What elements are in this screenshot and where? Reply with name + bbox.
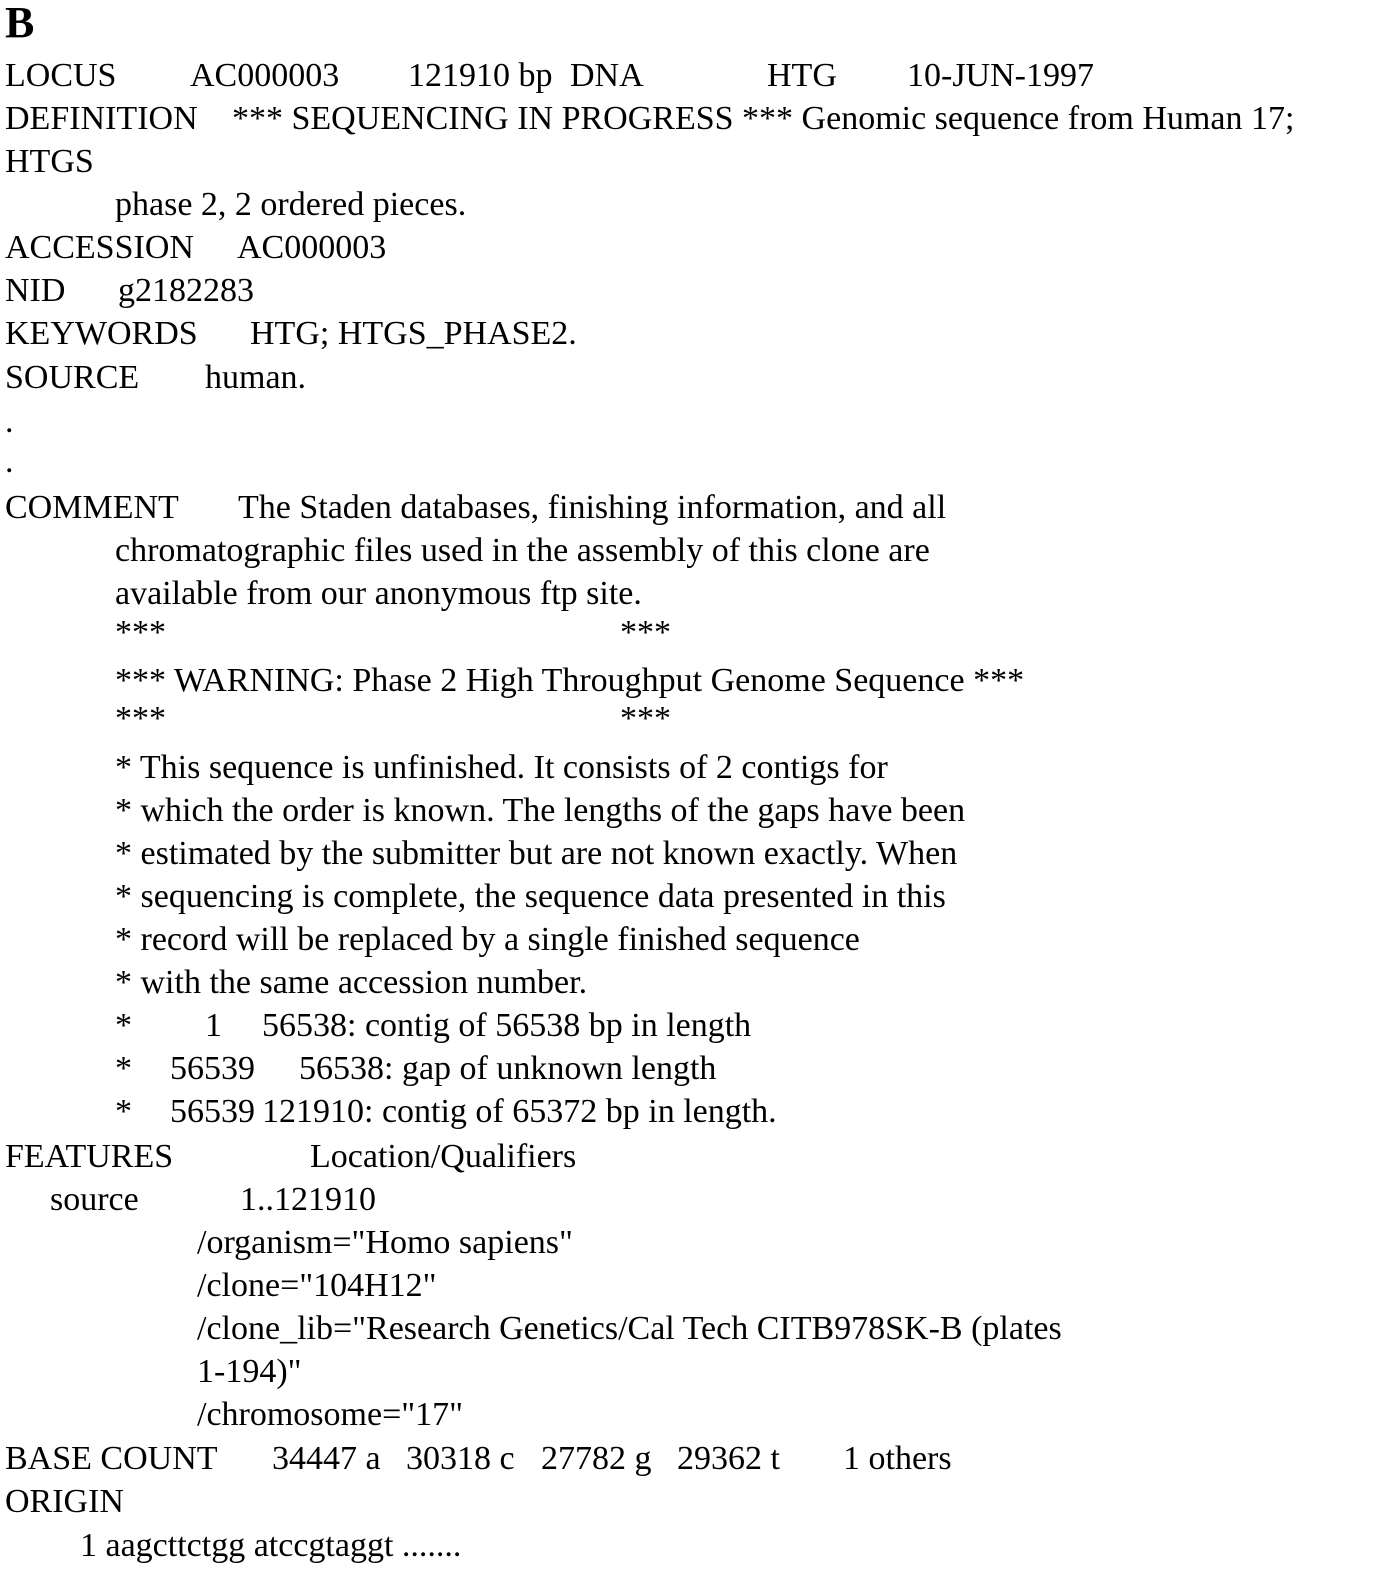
base-count-c: 30318 c — [406, 1440, 515, 1477]
locus-type: DNA — [570, 57, 644, 94]
definition-label: DEFINITION — [5, 100, 198, 137]
source-label: SOURCE — [5, 359, 140, 396]
base-count-others: 1 others — [843, 1440, 952, 1477]
origin-sequence: 1 aagcttctgg atccgtaggt ....... — [80, 1527, 462, 1564]
comment-note: * estimated by the submitter but are not known exactly. When — [115, 835, 958, 872]
features-header: Location/Qualifiers — [310, 1138, 577, 1175]
locus-division: HTG — [767, 57, 837, 94]
comment-text: The Staden databases, finishing information, and all — [238, 489, 947, 526]
keywords-label: KEYWORDS — [5, 315, 198, 352]
contig-desc: 121910: contig of 65372 bp in length. — [262, 1093, 777, 1130]
features-label: FEATURES — [5, 1138, 174, 1175]
contig-start: 1 — [205, 1007, 222, 1044]
source-value: human. — [205, 359, 307, 396]
comment-note: * which the order is known. The lengths of the gaps have been — [115, 792, 966, 829]
comment-text: chromatographic files used in the assembly of this clone are — [115, 532, 930, 569]
base-count-g: 27782 g — [541, 1440, 652, 1477]
nid-label: NID — [5, 272, 66, 309]
contig-star: * — [115, 1093, 132, 1130]
contig-line — [0, 1047, 1385, 1091]
comment-note: * record will be replaced by a single finished sequence — [115, 921, 860, 958]
feature-source-line — [0, 1178, 1385, 1222]
contig-star: * — [115, 1007, 132, 1044]
locus-name: AC000003 — [190, 57, 340, 94]
contig-star: * — [115, 1050, 132, 1087]
locus-length: 121910 bp — [408, 57, 553, 94]
accession-line — [0, 226, 1385, 270]
feature-key: source — [50, 1181, 139, 1218]
comment-warning: *** WARNING: Phase 2 High Throughput Genome Sequence *** — [115, 662, 1025, 699]
accession-label: ACCESSION — [5, 229, 194, 266]
feature-location: 1..121910 — [240, 1181, 376, 1218]
comment-line — [0, 486, 1385, 530]
accession-value: AC000003 — [237, 229, 387, 266]
ellipsis-dot: . — [5, 443, 14, 480]
locus-line — [0, 54, 1385, 98]
comment-note: * with the same accession number. — [115, 964, 588, 1001]
base-count-line — [0, 1437, 1385, 1481]
base-count-t: 29362 t — [677, 1440, 780, 1477]
keywords-line — [0, 312, 1385, 356]
contig-start: 56539 — [170, 1093, 255, 1130]
contig-start: 56539 — [170, 1050, 255, 1087]
definition-cont: HTGS — [5, 143, 94, 180]
feature-qualifier: /clone="104H12" — [197, 1267, 437, 1304]
ellipsis-dot: . — [5, 403, 14, 440]
comment-stars: *** — [620, 614, 671, 651]
locus-date: 10-JUN-1997 — [907, 57, 1094, 94]
base-count-a: 34447 a — [272, 1440, 381, 1477]
definition-cont: phase 2, 2 ordered pieces. — [115, 186, 467, 223]
feature-qualifier: /clone_lib="Research Genetics/Cal Tech CITB978SK-B (plates — [197, 1310, 1062, 1347]
features-line — [0, 1135, 1385, 1179]
comment-note: * sequencing is complete, the sequence data presented in this — [115, 878, 946, 915]
definition-text: *** SEQUENCING IN PROGRESS *** Genomic sequence from Human 17; — [232, 100, 1295, 137]
keywords-value: HTG; HTGS_PHASE2. — [250, 315, 577, 352]
source-line — [0, 356, 1385, 400]
locus-label: LOCUS — [5, 57, 117, 94]
comment-note: * This sequence is unfinished. It consists of 2 contigs for — [115, 749, 888, 786]
comment-stars: *** — [620, 700, 671, 737]
comment-stars: *** — [115, 614, 166, 651]
contig-desc: 56538: contig of 56538 bp in length — [262, 1007, 752, 1044]
contig-line — [0, 1004, 1385, 1048]
comment-label: COMMENT — [5, 489, 179, 526]
feature-qualifier: 1-194)" — [197, 1353, 302, 1390]
comment-stars: *** — [115, 700, 166, 737]
contig-desc: 56538: gap of unknown length — [299, 1050, 717, 1087]
base-count-label: BASE COUNT — [5, 1440, 218, 1477]
nid-value: g2182283 — [118, 272, 254, 309]
nid-line — [0, 269, 1385, 313]
definition-line — [0, 97, 1385, 141]
feature-qualifier: /chromosome="17" — [197, 1396, 464, 1433]
origin-label: ORIGIN — [5, 1483, 124, 1520]
panel-label: B — [5, 0, 35, 47]
comment-text: available from our anonymous ftp site. — [115, 575, 642, 612]
contig-line — [0, 1090, 1385, 1134]
feature-qualifier: /organism="Homo sapiens" — [197, 1224, 573, 1261]
